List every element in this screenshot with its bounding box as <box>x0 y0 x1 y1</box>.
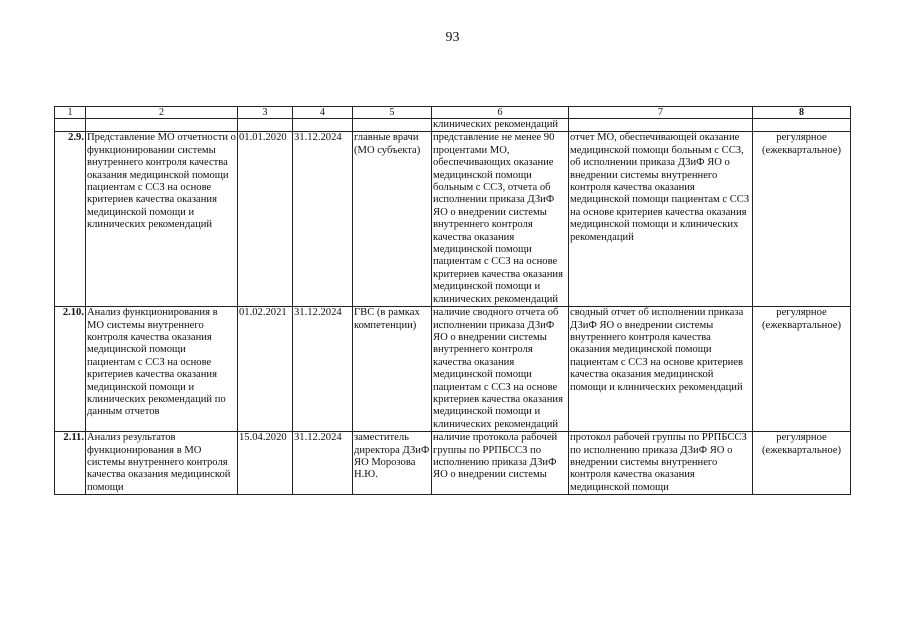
measure-name: Представление МО отчетности о функционировании системы внутреннего контроля качества оказания медицинской помощи пациентам с ССЗ на основе критериев качества оказания медицинской помощи и клинических рекомендаций <box>86 132 238 307</box>
start-date <box>238 119 293 132</box>
row-number <box>55 119 86 132</box>
column-number: 4 <box>293 107 353 119</box>
responsible: заместитель директора ДЗиФ ЯО Морозова Н.Ю. <box>353 432 432 495</box>
result: отчет МО, обеспечивающей оказание медицинской помощи больным с ССЗ, об исполнении приказа ДЗиФ ЯО о внедрении системы внутреннего контроля качества оказания медицинской помощи пациентам с ССЗ на основе критериев качества оказания медицинской помощи и клинических рекомендаций <box>569 132 753 307</box>
measures-table <box>54 106 851 495</box>
table-row <box>55 132 851 307</box>
column-number: 7 <box>569 107 753 119</box>
row-number: 2.9. <box>55 132 86 307</box>
periodicity: регулярное (ежеквартальное) <box>753 432 851 495</box>
row-number: 2.10. <box>55 307 86 432</box>
page-number: 93 <box>445 30 460 45</box>
column-number: 5 <box>353 107 432 119</box>
indicator: клинических рекомендаций <box>432 119 569 132</box>
periodicity: регулярное (ежеквартальное) <box>753 307 851 432</box>
indicator: представление не менее 90 процентами МО, обеспечивающих оказание медицинской помощи больным с ССЗ, отчета об исполнении приказа ДЗиФ ЯО о внедрении системы внутреннего контроля качества оказания медицинской помощи пациентам с ССЗ на основе критериев качества оказания медицинской помощи и клинических рекомендаций <box>432 132 569 307</box>
column-number: 6 <box>432 107 569 119</box>
column-number: 2 <box>86 107 238 119</box>
responsible: главные врачи (МО субъекта) <box>353 132 432 307</box>
indicator: наличие протокола рабочей группы по РРПБССЗ по исполнению приказа ДЗиФ ЯО о внедрении системы <box>432 432 569 495</box>
measure-name <box>86 119 238 132</box>
start-date: 15.04.2020 <box>238 432 293 495</box>
result: сводный отчет об исполнении приказа ДЗиФ ЯО о внедрении системы внутреннего контроля качества оказания медицинской помощи пациентам с ССЗ на основе критериев качества оказания медицинской помощи и клинических рекомендаций <box>569 307 753 432</box>
result <box>569 119 753 132</box>
column-number: 8 <box>753 107 851 119</box>
indicator: наличие сводного отчета об исполнении приказа ДЗиФ ЯО о внедрении системы внутреннего контроля качества оказания медицинской помощи пациентам с ССЗ на основе критериев качества оказания медицинской помощи и клинических рекомендаций <box>432 307 569 432</box>
periodicity: регулярное (ежеквартальное) <box>753 132 851 307</box>
result: протокол рабочей группы по РРПБССЗ по исполнению приказа ДЗиФ ЯО о внедрении системы внутреннего контроля качества оказания медицинской помощи <box>569 432 753 495</box>
start-date: 01.01.2020 <box>238 132 293 307</box>
table-row <box>55 307 851 432</box>
start-date: 01.02.2021 <box>238 307 293 432</box>
responsible <box>353 119 432 132</box>
end-date: 31.12.2024 <box>293 307 353 432</box>
row-number: 2.11. <box>55 432 86 495</box>
responsible: ГВС (в рамках компетенции) <box>353 307 432 432</box>
column-number: 1 <box>55 107 86 119</box>
measure-name: Анализ результатов функционирования в МО системы внутреннего контроля качества оказания медицинской помощи <box>86 432 238 495</box>
column-number: 3 <box>238 107 293 119</box>
table-row <box>55 119 851 132</box>
measure-name: Анализ функционирования в МО системы внутреннего контроля качества оказания медицинской помощи пациентам с ССЗ на основе критериев качества оказания медицинской помощи и клинических рекомендаций по данным отчетов <box>86 307 238 432</box>
periodicity <box>753 119 851 132</box>
column-number-row <box>55 107 851 119</box>
end-date: 31.12.2024 <box>293 432 353 495</box>
end-date: 31.12.2024 <box>293 132 353 307</box>
table-row <box>55 432 851 495</box>
end-date <box>293 119 353 132</box>
